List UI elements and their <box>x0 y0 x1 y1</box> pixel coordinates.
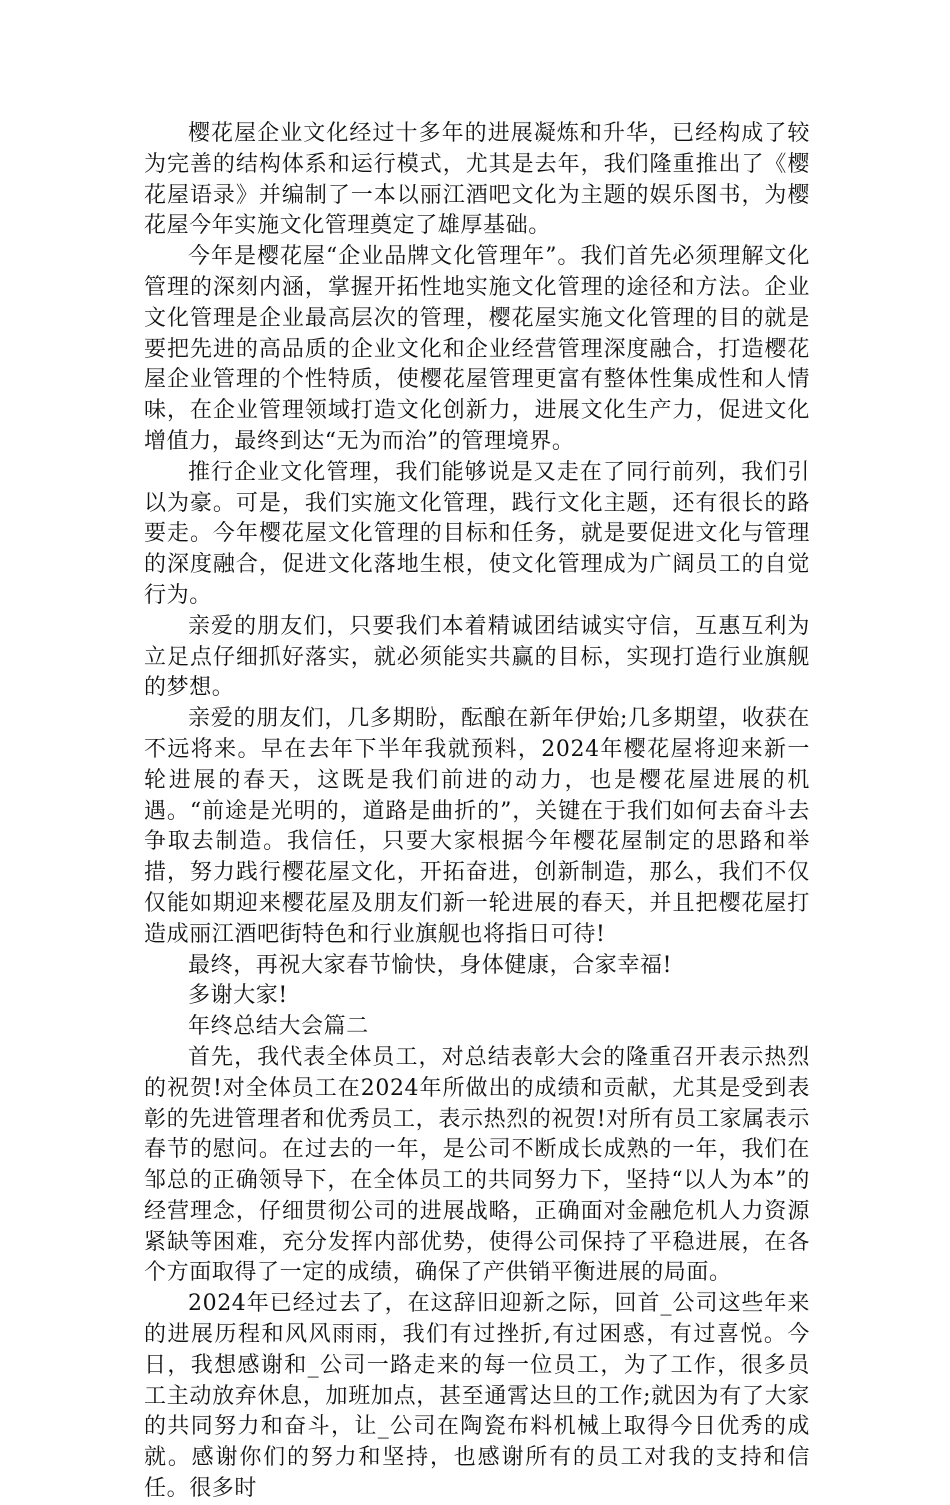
paragraph-dear-friends-unity: 亲爱的朋友们，只要我们本着精诚团结诚实守信，互惠互利为立足点仔细抓好落实，就必须能实共赢的目标，实现打造行业旗舰的梦想。 <box>144 613 810 701</box>
paragraph-year-review: 2024年已经过去了，在这辞旧迎新之际，回首_公司这些年来的进展历程和风风雨雨，我们有过挫折,有过困惑，有过喜悦。今日，我想感谢和_公司一路走来的每一位员工，为了工作，很多员工主动放弃休息，加班加点，甚至通霄达旦的工作;就因为有了大家的共同努力和奋斗，让_公司在陶瓷布料机械上取得今日优秀的成就。感谢你们的努力和坚持，也感谢所有的员工对我的支持和信任。很多时 <box>144 1291 810 1502</box>
paragraph-culture-management-year: 今年是樱花屋“企业品牌文化管理年”。我们首先必须理解文化管理的深刻内涵，掌握开拓性地实施文化管理的途径和方法。企业文化管理是企业最高层次的管理，樱花屋实施文化管理的目的就是要把先进的高品质的企业文化和企业经营管理深度融合，打造樱花屋企业管理的个性特质，使樱花屋管理更富有整体性集成性和人情味，在企业管理领域打造文化创新力，进展文化生产力，促进文化增值力，最终到达“无为而治”的管理境界。 <box>144 244 810 454</box>
paragraph-dear-friends-expectation: 亲爱的朋友们，几多期盼，酝酿在新年伊始;几多期望，收获在不远将来。早在去年下半年我就预料，2024年樱花屋将迎来新一轮进展的春天，这既是我们前进的动力，也是樱花屋进展的机遇。“前途是光明的，道路是曲折的”，关键在于我们如何去奋斗去争取去制造。我信任，只要大家根据今年樱花屋制定的思路和举措，努力践行樱花屋文化，开拓奋进，创新制造，那么，我们不仅仅能如期迎来樱花屋及朋友们新一轮进展的春天，并且把樱花屋打造成丽江酒吧街特色和行业旗舰也将指日可待! <box>144 706 810 947</box>
paragraph-congratulations: 首先，我代表全体员工，对总结表彰大会的隆重召开表示热烈的祝贺!对全体员工在2024年所做出的成绩和贡献，尤其是受到表彰的先进管理者和优秀员工，表示热烈的祝贺!对所有员工家属表示春节的慰问。在过去的一年，是公司不断成长成熟的一年，我们在邹总的正确领导下，在全体员工的共同努力下，坚持“以人为本”的经营理念，仔细贯彻公司的进展战略，正确面对金融危机人力资源紧缺等困难，充分发挥内部优势，使得公司保持了平稳进展，在各个方面取得了一定的成绩，确保了产供销平衡进展的局面。 <box>144 1044 810 1286</box>
paragraph-corporate-culture: 樱花屋企业文化经过十多年的进展凝炼和升华，已经构成了较为完善的结构体系和运行模式，尤其是去年，我们隆重推出了《樱花屋语录》并编制了一本以丽江酒吧文化为主题的娱乐图书，为樱花屋今年实施文化管理奠定了雄厚基础。 <box>144 121 810 239</box>
document-body <box>144 119 810 1505</box>
paragraph-promote-management: 推行企业文化管理，我们能够说是又走在了同行前列，我们引以为豪。可是，我们实施文化管理，践行文化主题，还有很长的路要走。今年樱花屋文化管理的目标和任务，就是要促进文化与管理的深度融合，促进文化落地生根，使文化管理成为广阔员工的自觉行为。 <box>144 459 810 608</box>
paragraph-new-year-wishes: 最终，再祝大家春节愉快，身体健康，合家幸福! <box>188 952 673 978</box>
section-heading: 年终总结大会篇二 <box>188 1014 369 1040</box>
paragraph-thanks: 多谢大家! <box>188 983 288 1009</box>
